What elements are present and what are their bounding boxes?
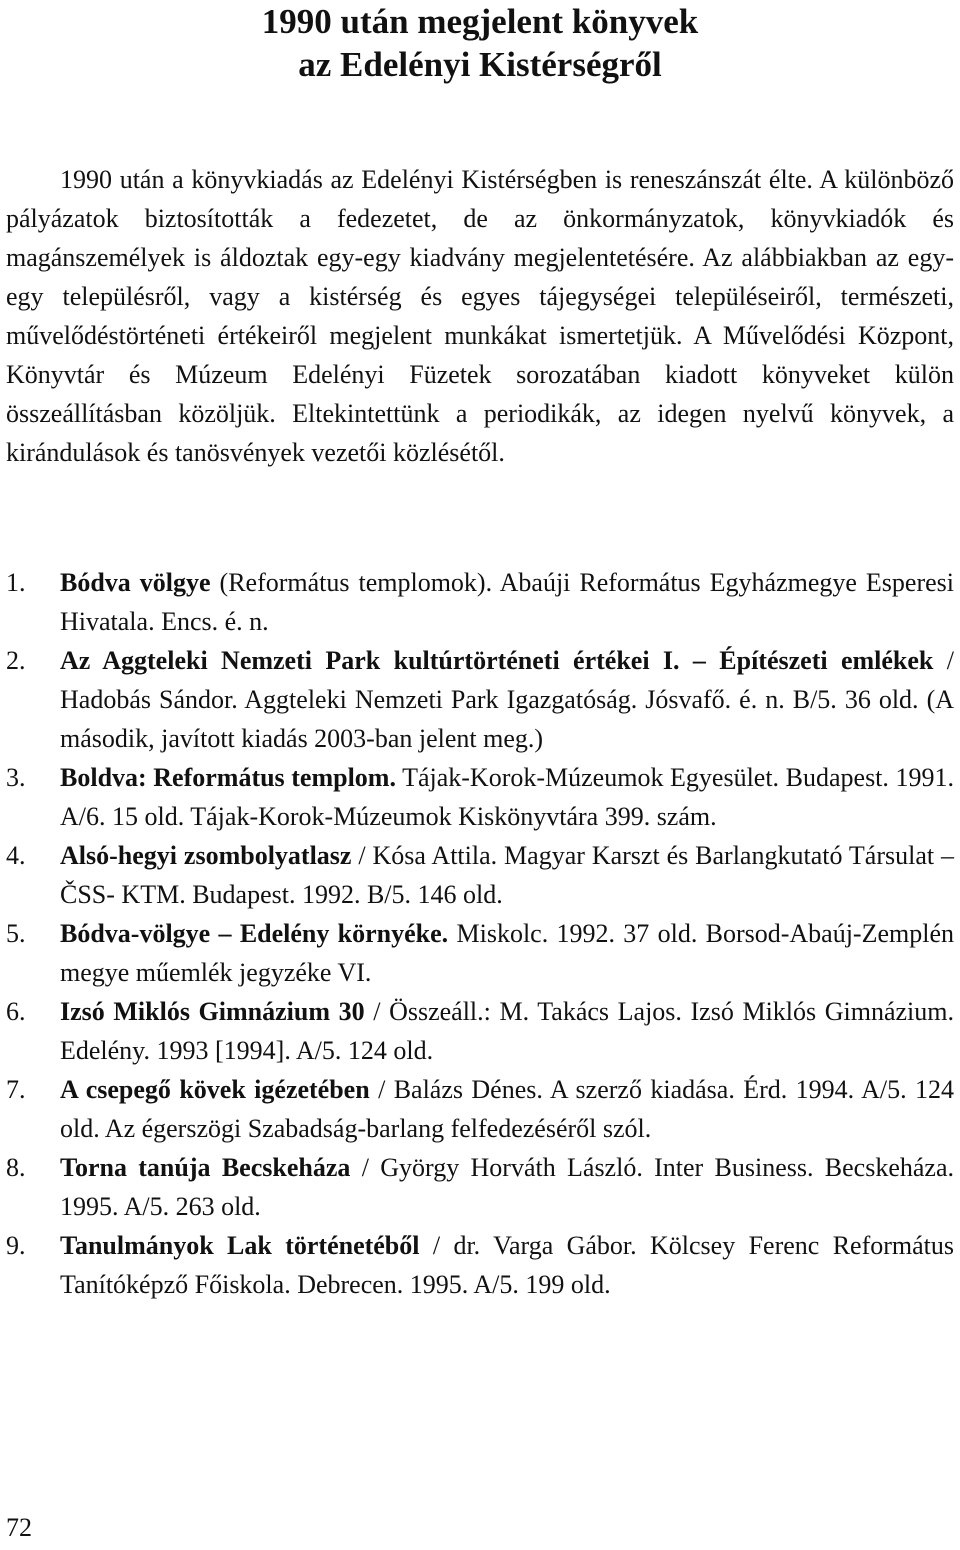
entry-number: 8. bbox=[6, 1153, 26, 1182]
entry-title: Izsó Miklós Gimnázium 30 bbox=[60, 997, 365, 1026]
bibliography-entry bbox=[6, 836, 954, 914]
page-title bbox=[0, 0, 960, 86]
entry-number: 3. bbox=[6, 763, 26, 792]
entry-details: / Kósa Attila. Magyar Karszt és Barlangkutató Társulat – ČSS- KTM. Budapest. 1992. B/5. 146 old. bbox=[60, 841, 955, 909]
entry-number: 1. bbox=[6, 568, 26, 597]
bibliography-entry bbox=[6, 758, 954, 836]
entry-title: Torna tanúja Becskeháza bbox=[60, 1153, 351, 1182]
bibliography-entry bbox=[6, 1148, 954, 1226]
page-number: 72 bbox=[6, 1513, 32, 1542]
page-title-line-1: 1990 után megjelent könyvek bbox=[261, 2, 699, 41]
entry-number: 9. bbox=[6, 1231, 26, 1260]
entry-title: Bódva-völgye – Edelény környéke. bbox=[60, 919, 449, 948]
page-title-line-2: az Edelényi Kistérségről bbox=[298, 45, 662, 84]
entry-details: / Összeáll.: M. Takács Lajos. Izsó Miklós Gimnázium. Edelény. 1993 [1994]. A/5. 124 old. bbox=[60, 997, 954, 1065]
entry-number: 5. bbox=[6, 919, 26, 948]
entry-title: Bódva völgye bbox=[60, 568, 211, 597]
intro-paragraph: 1990 után a könyvkiadás az Edelényi Kistérségben is reneszánszát élte. A különböző pályázatok biztosították a fedezetet, de az önkormányzatok, könyvkiadók és magánszemélyek is áldoztak egy-egy kiadvány megjelentetésére. Az alábbiakban az egy-egy településről, vagy a kistérség és egyes tájegységei településeiről, természeti, művelődéstörténeti értékeiről megjelent munkákat ismertetjük. A Művelődési Központ, Könyvtár és Múzeum Edelényi Füzetek sorozatában kiadott könyveket külön összeállításban közöljük. Eltekintettünk a periodikák, az idegen nyelvű könyvek, a kirándulások és tanösvények vezetői közlésétől. bbox=[6, 165, 954, 467]
bibliography-entry bbox=[6, 563, 954, 641]
entry-details: / Balázs Dénes. A szerző kiadása. Érd. 1994. A/5. 124 old. Az égerszögi Szabadság-barlang felfedezéséről szól. bbox=[60, 1075, 954, 1143]
bibliography-entry bbox=[6, 1070, 954, 1148]
entry-number: 7. bbox=[6, 1075, 26, 1104]
entry-title: Az Aggteleki Nemzeti Park kultúrtörténeti értékei I. – Építészeti emlékek bbox=[60, 646, 934, 675]
bibliography-entry bbox=[6, 992, 954, 1070]
entry-details: (Református templomok). Abaúji Református Egyházmegye Esperesi Hivatala. Encs. é. n. bbox=[60, 568, 954, 636]
entry-number: 2. bbox=[6, 646, 26, 675]
entry-details: Miskolc. 1992. 37 old. Borsod-Abaúj-Zemplén megye műemlék jegyzéke VI. bbox=[60, 919, 954, 987]
entry-title: Alsó-hegyi zsombolyatlasz bbox=[60, 841, 352, 870]
entry-details: / György Horváth László. Inter Business. Becskeháza. 1995. A/5. 263 old. bbox=[60, 1153, 955, 1221]
bibliography-entry bbox=[6, 1226, 954, 1304]
entry-number: 4. bbox=[6, 841, 26, 870]
entry-title: Tanulmányok Lak történetéből bbox=[60, 1231, 420, 1260]
bibliography-entry bbox=[6, 641, 954, 758]
entry-title: Boldva: Református templom. bbox=[60, 763, 396, 792]
bibliography-list bbox=[6, 563, 954, 1304]
bibliography-entry bbox=[6, 914, 954, 992]
entry-details: Tájak-Korok-Múzeumok Egyesület. Budapest. 1991. A/6. 15 old. Tájak-Korok-Múzeumok Kiskönyvtára 399. szám. bbox=[60, 763, 954, 831]
entry-details: / Hadobás Sándor. Aggteleki Nemzeti Park Igazgatóság. Jósvafő. é. n. B/5. 36 old. (A második, javított kiadás 2003-ban jelent meg.) bbox=[60, 646, 954, 753]
entry-title: A csepegő kövek igézetében bbox=[60, 1075, 370, 1104]
entry-number: 6. bbox=[6, 997, 26, 1026]
entry-details: / dr. Varga Gábor. Kölcsey Ferenc Református Tanítóképző Főiskola. Debrecen. 1995. A/5. 199 old. bbox=[60, 1231, 954, 1299]
